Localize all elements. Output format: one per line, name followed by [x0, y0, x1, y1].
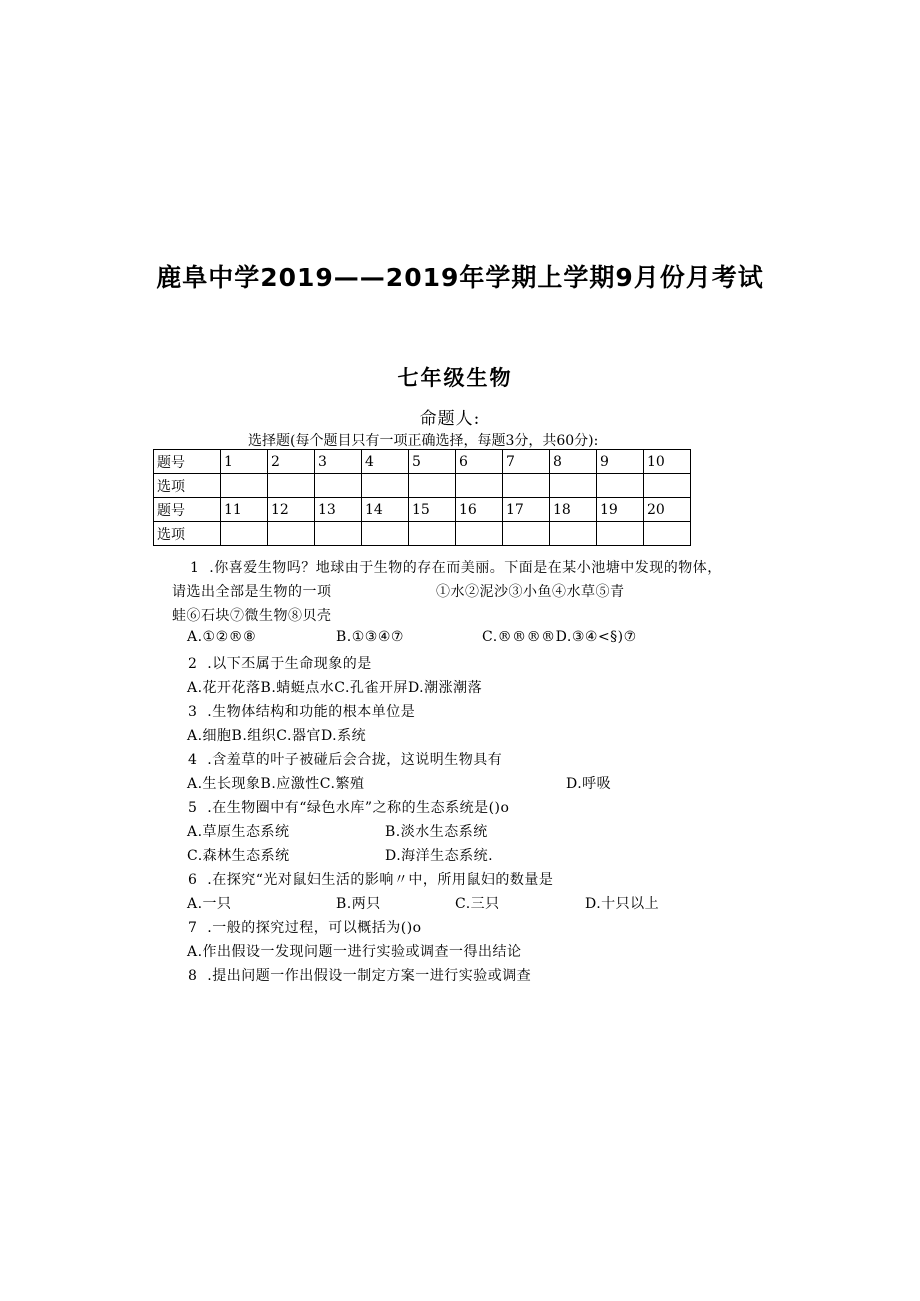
- question-6-option-a: A.一只: [187, 896, 232, 912]
- answer-cell[interactable]: [550, 522, 597, 546]
- question-1-items: ①水②泥沙③小鱼④水草⑤青: [436, 584, 625, 600]
- question-2-stem: 2 .以下丕属于生命现象的是: [188, 656, 372, 672]
- question-2-options: A.花开花落B.蜻蜓点水C.孔雀开屏D.潮涨潮落: [187, 680, 483, 696]
- question-7-stem: 7 .一般的探究过程，可以概括为()o: [188, 920, 422, 936]
- answer-cell[interactable]: [315, 474, 362, 498]
- question-4-option-d: D.呼吸: [566, 776, 612, 792]
- question-number: 10: [644, 450, 691, 474]
- question-number: 9: [597, 450, 644, 474]
- answer-cell[interactable]: [221, 474, 268, 498]
- question-4-options-abc: A.生长现象B.应激性C.繁殖: [187, 776, 365, 792]
- answer-cell[interactable]: [644, 474, 691, 498]
- answer-cell[interactable]: [409, 474, 456, 498]
- answer-cell[interactable]: [409, 522, 456, 546]
- table-row: [154, 474, 691, 498]
- question-5-option-b: B.淡水生态系统: [385, 824, 488, 840]
- question-number: 4: [362, 450, 409, 474]
- answer-cell[interactable]: [268, 474, 315, 498]
- question-7-option-a: A.作出假设一发现问题一进行实验或调查一得出结论: [187, 944, 522, 960]
- question-8-stem: 8 .提出问题一作出假设一制定方案一进行实验或调查: [188, 968, 532, 984]
- question-number: 19: [597, 498, 644, 522]
- answer-cell[interactable]: [315, 522, 362, 546]
- question-3-options: A.细胞B.组织C.器官D.系统: [187, 728, 367, 744]
- question-4-stem: 4 .含羞草的叶子被碰后会合拢，这说明生物具有: [188, 752, 503, 768]
- question-1-option-cd: C.®®®®D.③④<§)⑦: [482, 629, 637, 645]
- answer-cell[interactable]: [597, 522, 644, 546]
- answer-cell[interactable]: [550, 474, 597, 498]
- question-number: 1: [221, 450, 268, 474]
- answer-cell[interactable]: [644, 522, 691, 546]
- question-6-option-c: C.三只: [455, 896, 500, 912]
- question-number: 2: [268, 450, 315, 474]
- table-row: [154, 522, 691, 546]
- answer-cell[interactable]: [362, 474, 409, 498]
- row-label: 选项: [154, 522, 221, 546]
- question-number: 17: [503, 498, 550, 522]
- question-number: 7: [503, 450, 550, 474]
- question-number: 14: [362, 498, 409, 522]
- question-1-option-b: B.①③④⑦: [336, 629, 404, 645]
- answer-cell[interactable]: [221, 522, 268, 546]
- section-instructions: 选择题(每个题目只有一项正确选择，每题3分，共60分):: [248, 433, 599, 449]
- question-1-option-a: A.①②®⑧: [187, 629, 257, 645]
- question-6-option-d: D.十只以上: [585, 896, 660, 912]
- row-label: 题号: [154, 450, 221, 474]
- question-number: 3: [315, 450, 362, 474]
- author-line: 命题人:: [419, 409, 481, 429]
- question-3-stem: 3 .生物体结构和功能的根本单位是: [188, 704, 416, 720]
- table-row: [154, 498, 691, 522]
- answer-cell[interactable]: [503, 522, 550, 546]
- answer-cell[interactable]: [268, 522, 315, 546]
- exam-subtitle: 七年级生物: [397, 366, 513, 390]
- question-1-items-cont: 蛙⑥石块⑦微生物⑧贝壳: [172, 608, 332, 624]
- question-5-stem: 5 .在生物圈中有“绿色水库”之称的生态系统是()o: [188, 800, 510, 816]
- question-1-stem-cont: 请选出全部是生物的一项: [172, 584, 332, 600]
- question-number: 6: [456, 450, 503, 474]
- exam-title: 鹿阜中学2019——2019年学期上学期9月份月考试: [156, 263, 764, 292]
- question-6-stem: 6 .在探究“光对鼠妇生活的影响〃中，所用鼠妇的数量是: [188, 872, 554, 888]
- question-number: 8: [550, 450, 597, 474]
- table-row: [154, 450, 691, 474]
- question-5-option-a: A.草原生态系统: [187, 824, 290, 840]
- question-1-stem: 1 .你喜爱生物吗？地球由于生物的存在而美丽。下面是在某小池塘中发现的物体，: [190, 560, 722, 576]
- question-number: 15: [409, 498, 456, 522]
- answer-table: [153, 449, 691, 546]
- question-number: 12: [268, 498, 315, 522]
- question-6-option-b: B.两只: [336, 896, 381, 912]
- row-label: 题号: [154, 498, 221, 522]
- question-5-option-c: C.森林生态系统: [187, 848, 290, 864]
- row-label: 选项: [154, 474, 221, 498]
- question-number: 20: [644, 498, 691, 522]
- answer-cell[interactable]: [597, 474, 644, 498]
- question-5-option-d: D.海洋生态系统.: [385, 848, 494, 864]
- question-number: 11: [221, 498, 268, 522]
- answer-cell[interactable]: [456, 474, 503, 498]
- question-number: 13: [315, 498, 362, 522]
- question-number: 5: [409, 450, 456, 474]
- answer-cell[interactable]: [503, 474, 550, 498]
- answer-cell[interactable]: [456, 522, 503, 546]
- question-number: 18: [550, 498, 597, 522]
- answer-cell[interactable]: [362, 522, 409, 546]
- question-number: 16: [456, 498, 503, 522]
